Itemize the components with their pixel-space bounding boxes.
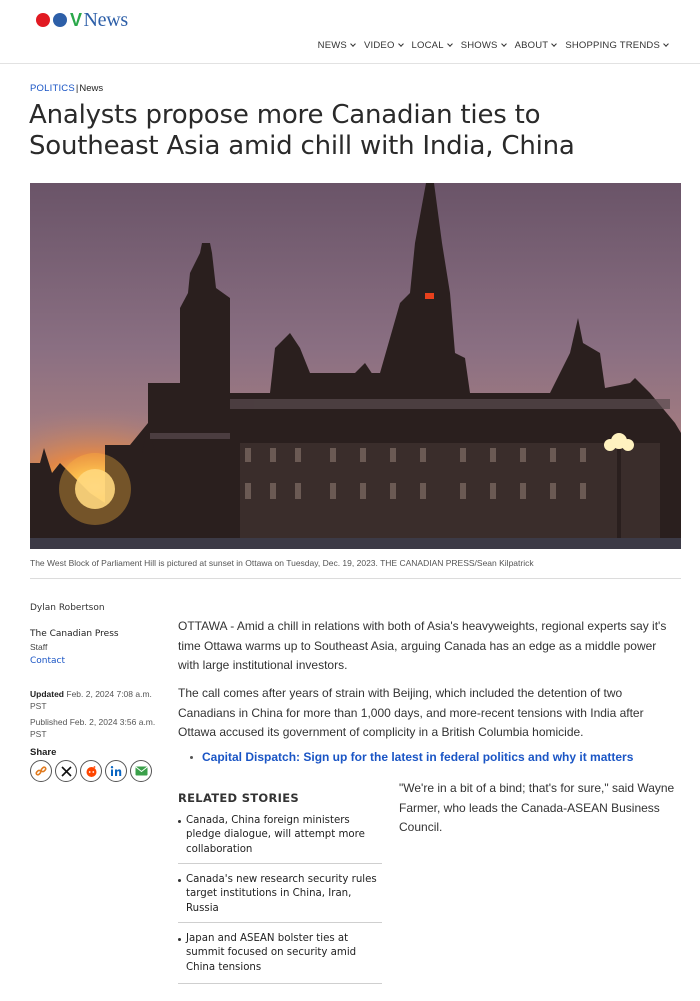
chevron-down-icon	[663, 41, 669, 47]
article-paragraph: The call comes after years of strain with Beijing, which included the detention of two Canadians in China for more than 1,000 days, and more-recent tensions with India after Ottawa accused its government of complicity in a British Columbia homicide.	[178, 686, 644, 739]
ctv-news-logo[interactable]	[36, 9, 128, 31]
image-caption: The West Block of Parliament Hill is pictured at sunset in Ottawa on Tuesday, Dec. 19, 2023. THE CANADIAN PRESS/Sean Kilpatrick	[30, 558, 534, 568]
nav-item-shopping-trends[interactable]	[565, 40, 668, 51]
related-story-link[interactable]: Japan and ASEAN bolster ties at summit focused on security amid China tensions	[186, 933, 357, 973]
related-story-item[interactable]	[178, 932, 382, 984]
updated-timestamp	[30, 688, 160, 712]
article-headline: Analysts propose more Canadian ties to Southeast Asia amid chill with India, China	[29, 100, 575, 161]
updated-value: Feb. 2, 2024 7:08 a.m. PST	[30, 689, 152, 711]
share-reddit-button[interactable]	[80, 760, 102, 782]
share-buttons	[30, 760, 152, 782]
logo-wordmark: News	[83, 8, 128, 31]
bullet-icon	[178, 820, 181, 823]
main-nav	[318, 40, 668, 51]
nav-label: LOCAL	[411, 40, 444, 51]
breadcrumb-separator: |	[75, 83, 79, 94]
chevron-down-icon	[551, 41, 557, 47]
share-label: Share	[30, 747, 57, 758]
contact-link[interactable]: Contact	[30, 656, 66, 666]
nav-label: ABOUT	[514, 40, 549, 51]
nav-label: VIDEO	[363, 40, 395, 51]
article-paragraph: "We're in a bit of a bind; that's for sure," said Wayne Farmer, who leads the Canada-ASEAN Business Council.	[399, 781, 675, 834]
newsletter-signup-link[interactable]	[190, 750, 633, 764]
updated-label: Updated	[30, 689, 64, 699]
hero-image	[30, 183, 681, 549]
nav-label: SHOWS	[460, 40, 498, 51]
chevron-down-icon	[447, 41, 453, 47]
chevron-down-icon	[501, 41, 507, 47]
nav-item-shows[interactable]	[461, 40, 506, 51]
share-linkedin-button[interactable]	[105, 760, 127, 782]
nav-item-news[interactable]	[318, 40, 355, 51]
linkedin-icon	[110, 765, 122, 777]
breadcrumb	[30, 83, 103, 94]
published-label: Published	[30, 717, 68, 727]
chevron-down-icon	[398, 41, 404, 47]
nav-item-local[interactable]	[412, 40, 452, 51]
divider	[30, 578, 681, 579]
cta-label: Capital Dispatch: Sign up for the latest in federal politics and why it matters	[202, 750, 634, 764]
bullet-icon	[178, 938, 181, 941]
site-header	[0, 0, 700, 64]
reddit-icon	[85, 765, 98, 778]
author-name[interactable]: Dylan Robertson	[30, 603, 105, 613]
nav-label: NEWS	[317, 40, 347, 51]
email-icon	[135, 766, 148, 776]
logo-c-mark	[36, 13, 50, 27]
share-link-button[interactable]	[30, 760, 52, 782]
logo-letter-v: V	[70, 9, 82, 30]
related-stories-heading: RELATED STORIES	[178, 791, 299, 805]
chevron-down-icon	[350, 41, 356, 47]
nav-item-about[interactable]	[515, 40, 557, 51]
logo-t-mark	[53, 13, 67, 27]
breadcrumb-subsection: News	[79, 83, 104, 94]
bullet-icon	[178, 879, 181, 882]
breadcrumb-section-link[interactable]: POLITICS	[30, 83, 75, 94]
published-value: Feb. 2, 2024 3:56 a.m. PST	[30, 717, 156, 739]
related-story-item[interactable]	[178, 814, 382, 864]
bullet-icon	[190, 756, 193, 759]
nav-label: SHOPPING TRENDS	[565, 40, 660, 51]
share-email-button[interactable]	[130, 760, 152, 782]
related-story-link[interactable]: Canada's new research security rules target institutions in China, Iran, Russia	[186, 874, 377, 914]
article-paragraph: OTTAWA - Amid a chill in relations with both of Asia's heavyweights, regional experts say it's time Ottawa warms up to Southeast Asia, arguing Canada has an edge as a middle power with large institutional investors.	[178, 619, 667, 672]
parliament-sunset-image	[30, 183, 681, 549]
author-org: The Canadian Press	[30, 629, 119, 639]
related-story-item[interactable]	[178, 873, 382, 923]
nav-item-video[interactable]	[364, 40, 403, 51]
share-x-button[interactable]	[55, 760, 77, 782]
x-icon	[61, 766, 72, 777]
link-icon	[35, 765, 47, 777]
related-story-link[interactable]: Canada, China foreign ministers pledge dialogue, will attempt more collaboration	[186, 815, 365, 855]
author-role: Staff	[30, 642, 48, 652]
published-timestamp	[30, 716, 160, 740]
